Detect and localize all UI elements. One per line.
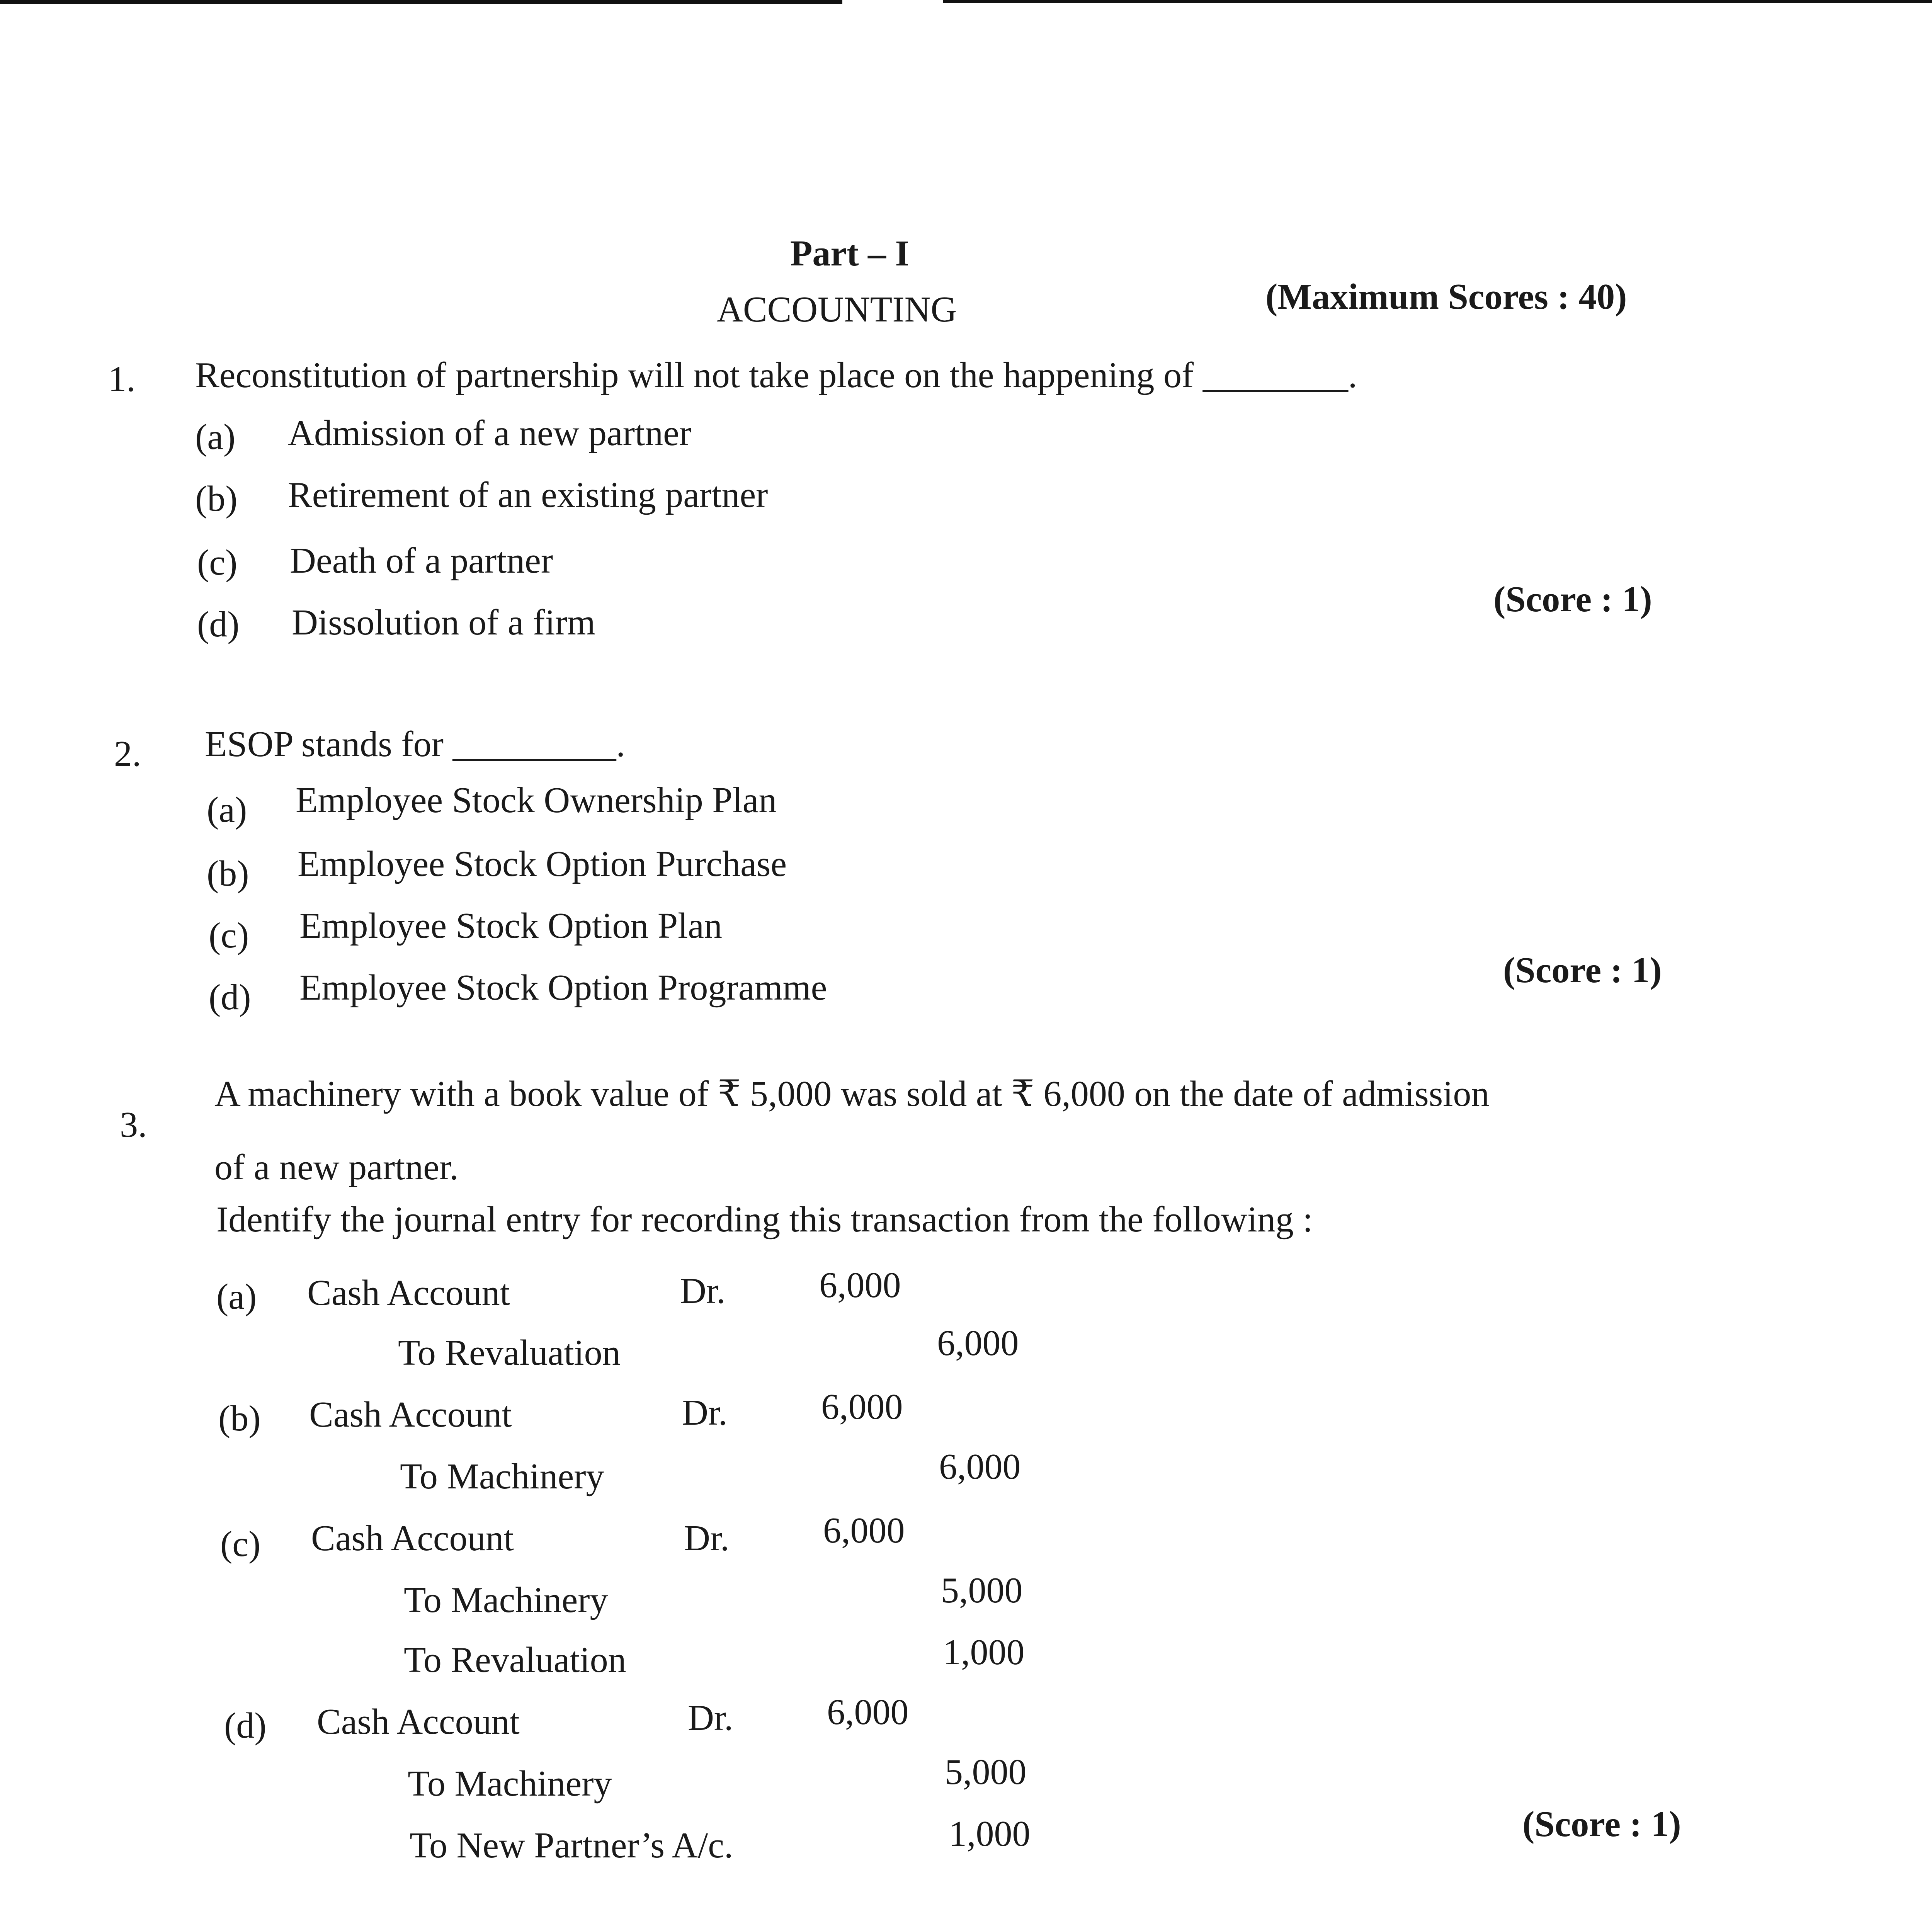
question-2-text: ESOP stands for _________. xyxy=(205,724,625,764)
entry-c-credit-1-account: To Machinery xyxy=(404,1580,608,1620)
entry-c-credit-2-amount: 1,000 xyxy=(943,1632,1025,1672)
entry-a-label: (a) xyxy=(216,1277,257,1317)
entry-b-dr: Dr. xyxy=(682,1393,728,1433)
entry-c-label: (c) xyxy=(220,1524,261,1564)
entry-a-credit-account: To Revaluation xyxy=(398,1333,621,1373)
top-edge-line-right xyxy=(943,0,1932,3)
entry-d-credit-2-amount: 1,000 xyxy=(949,1814,1031,1854)
entry-c-credit-2-account: To Revaluation xyxy=(404,1640,626,1680)
entry-a-credit-amount: 6,000 xyxy=(937,1323,1019,1363)
q1-option-a-text: Admission of a new partner xyxy=(288,413,692,453)
q2-option-a-text: Employee Stock Ownership Plan xyxy=(296,780,777,820)
question-3-score: (Score : 1) xyxy=(1522,1804,1681,1844)
entry-a-debit-amount: 6,000 xyxy=(819,1265,901,1305)
part-title: Part – I xyxy=(790,233,910,274)
entry-a-debit-account: Cash Account xyxy=(307,1273,510,1313)
maximum-scores: (Maximum Scores : 40) xyxy=(1265,277,1627,317)
top-edge-line xyxy=(0,0,842,4)
q1-option-a-label: (a) xyxy=(195,417,236,457)
q1-option-c-label: (c) xyxy=(197,543,238,583)
entry-c-debit-account: Cash Account xyxy=(311,1518,514,1558)
question-3-text-line3: Identify the journal entry for recording this transaction from the following : xyxy=(216,1199,1313,1240)
entry-d-credit-1-amount: 5,000 xyxy=(945,1752,1027,1792)
entry-d-debit-amount: 6,000 xyxy=(827,1692,909,1732)
q2-option-c-text: Employee Stock Option Plan xyxy=(299,906,722,946)
q2-option-d-text: Employee Stock Option Programme xyxy=(299,968,827,1008)
q2-option-d-label: (d) xyxy=(209,977,251,1017)
question-3-text-line1: A machinery with a book value of ₹ 5,000 was sold at ₹ 6,000 on the date of admission xyxy=(214,1074,1490,1114)
entry-c-debit-amount: 6,000 xyxy=(823,1510,905,1551)
entry-c-dr: Dr. xyxy=(684,1518,730,1558)
subject-heading: ACCOUNTING xyxy=(717,289,957,330)
question-4-text-line1 xyxy=(232,1930,1507,1932)
entry-d-credit-1-account: To Machinery xyxy=(408,1764,612,1804)
entry-d-label: (d) xyxy=(224,1706,267,1746)
q2-option-b-label: (b) xyxy=(207,854,249,894)
entry-b-credit-account: To Machinery xyxy=(400,1456,604,1497)
q1-option-b-label: (b) xyxy=(195,479,238,519)
entry-d-credit-2-account: To New Partner’s A/c. xyxy=(410,1825,733,1866)
question-2-score: (Score : 1) xyxy=(1503,950,1662,990)
entry-c-credit-1-amount: 5,000 xyxy=(941,1570,1023,1611)
q2-option-a-label: (a) xyxy=(207,790,247,830)
q1-option-d-label: (d) xyxy=(197,604,240,645)
question-1-text: Reconstitution of partnership will not take place on the happening of ________. xyxy=(195,355,1357,395)
entry-b-credit-amount: 6,000 xyxy=(939,1447,1021,1487)
question-1-score: (Score : 1) xyxy=(1493,579,1652,619)
entry-b-label: (b) xyxy=(218,1398,261,1439)
question-3-number: 3. xyxy=(120,1105,147,1145)
entry-b-debit-account: Cash Account xyxy=(309,1395,512,1435)
entry-d-dr: Dr. xyxy=(688,1698,733,1738)
q2-option-c-label: (c) xyxy=(209,915,249,956)
question-3-text-line2: of a new partner. xyxy=(214,1147,459,1187)
q1-option-b-text: Retirement of an existing partner xyxy=(288,475,768,515)
question-2-number: 2. xyxy=(114,734,141,774)
question-1-number: 1. xyxy=(108,359,136,399)
q1-option-d-text: Dissolution of a firm xyxy=(292,602,595,643)
q2-option-b-text: Employee Stock Option Purchase xyxy=(298,844,787,884)
entry-a-dr: Dr. xyxy=(680,1271,726,1311)
entry-b-debit-amount: 6,000 xyxy=(821,1387,903,1427)
entry-d-debit-account: Cash Account xyxy=(317,1702,520,1742)
q1-option-c-text: Death of a partner xyxy=(290,541,553,581)
